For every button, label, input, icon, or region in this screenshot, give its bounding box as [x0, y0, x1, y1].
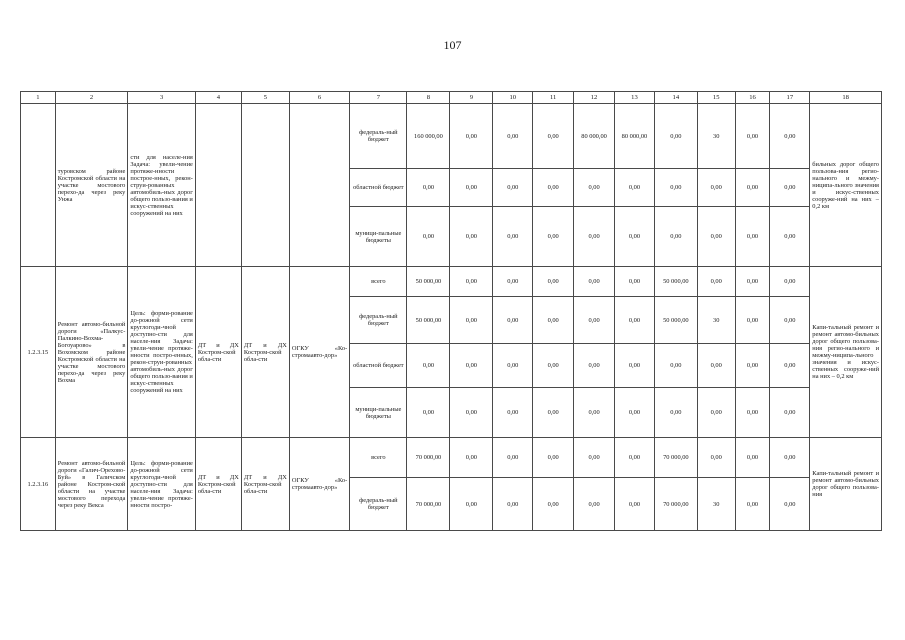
- column-number: 3: [128, 92, 195, 104]
- value-cell: 80 000,00: [574, 104, 615, 169]
- value-cell: 80 000,00: [615, 104, 655, 169]
- value-cell: 0,00: [533, 478, 574, 531]
- executor-cell: ДТ и ДХ Костром-ской обла-сти: [241, 438, 289, 531]
- value-cell: 0,00: [735, 169, 770, 207]
- measure-code: 1.2.3.16: [21, 438, 56, 531]
- value-cell: 0,00: [654, 388, 697, 438]
- funding-source: муници-пальные бюджеты: [350, 207, 407, 267]
- value-cell: 0,00: [735, 297, 770, 344]
- column-number: 9: [450, 92, 493, 104]
- value-cell: 0,00: [654, 169, 697, 207]
- value-cell: 0,00: [654, 344, 697, 388]
- measure-result: Капи-тальный ремонт и ремонт автомо-бильных дорог общего пользова-ния: [810, 438, 882, 531]
- value-cell: 0,00: [735, 478, 770, 531]
- value-cell: 0,00: [407, 388, 450, 438]
- value-cell: 0,00: [533, 297, 574, 344]
- column-number: 7: [350, 92, 407, 104]
- value-cell: 0,00: [735, 344, 770, 388]
- value-cell: 0,00: [493, 438, 533, 478]
- measure-name: туровском районе Костромской области на участке мостового перехо-да через реку Унжа: [55, 104, 128, 267]
- value-cell: 0,00: [450, 104, 493, 169]
- column-number-row: [21, 92, 882, 104]
- executor-cell: ОГКУ «Ко-стромаавто-дор»: [289, 267, 349, 438]
- value-cell: 30: [697, 104, 735, 169]
- value-cell: 0,00: [574, 207, 615, 267]
- value-cell: 0,00: [407, 207, 450, 267]
- executor-cell: ДТ и ДХ Костром-ской обла-сти: [195, 438, 241, 531]
- value-cell: 0,00: [615, 169, 655, 207]
- funding-source: областной бюджет: [350, 169, 407, 207]
- executor-cell: ДТ и ДХ Костром-ской обла-сти: [195, 267, 241, 438]
- value-cell: 0,00: [697, 169, 735, 207]
- column-number: 12: [574, 92, 615, 104]
- value-cell: 70 000,00: [654, 438, 697, 478]
- value-cell: 0,00: [697, 438, 735, 478]
- value-cell: 0,00: [493, 388, 533, 438]
- value-cell: 160 000,00: [407, 104, 450, 169]
- funding-source: муници-пальные бюджеты: [350, 388, 407, 438]
- column-number: 13: [615, 92, 655, 104]
- value-cell: 0,00: [574, 267, 615, 297]
- measure-name: Ремонт автомо-бильной дороги «Палкус-Палкино-Вохма-Богоуарово» в Вохомском районе Костромской области на участке мостового перехо-да через реку Вохма: [55, 267, 128, 438]
- value-cell: 70 000,00: [654, 478, 697, 531]
- value-cell: 0,00: [615, 344, 655, 388]
- value-cell: 0,00: [697, 207, 735, 267]
- funding-source: областной бюджет: [350, 344, 407, 388]
- value-cell: 0,00: [770, 267, 810, 297]
- funding-source: федераль-ный бюджет: [350, 478, 407, 531]
- value-cell: 50 000,00: [654, 267, 697, 297]
- column-number: 2: [55, 92, 128, 104]
- value-cell: 30: [697, 478, 735, 531]
- value-cell: 0,00: [770, 344, 810, 388]
- value-cell: 0,00: [615, 438, 655, 478]
- value-cell: 0,00: [615, 388, 655, 438]
- value-cell: 0,00: [533, 344, 574, 388]
- value-cell: 70 000,00: [407, 478, 450, 531]
- value-cell: 0,00: [735, 104, 770, 169]
- value-cell: 50 000,00: [654, 297, 697, 344]
- table-row: [21, 438, 882, 478]
- value-cell: 0,00: [654, 104, 697, 169]
- column-number: 4: [195, 92, 241, 104]
- value-cell: 70 000,00: [407, 438, 450, 478]
- value-cell: 0,00: [493, 104, 533, 169]
- value-cell: 0,00: [697, 344, 735, 388]
- measure-name: Ремонт автомо-бильной дороги «Галич-Орехово-Буй» в Галичском районе Костром-ской области на участке мостового перехода через реку Векса: [55, 438, 128, 531]
- value-cell: 0,00: [735, 438, 770, 478]
- value-cell: 0,00: [735, 388, 770, 438]
- measure-result: бильных дорог общего пользова-ния регио-нального и межму-ниципа-льного значения и искус-ственных сооруже-ний на них – 0,2 км: [810, 104, 882, 267]
- column-number: 16: [735, 92, 770, 104]
- value-cell: 0,00: [407, 344, 450, 388]
- value-cell: 0,00: [533, 438, 574, 478]
- value-cell: 0,00: [533, 267, 574, 297]
- value-cell: 0,00: [615, 267, 655, 297]
- value-cell: 0,00: [615, 478, 655, 531]
- column-number: 18: [810, 92, 882, 104]
- executor-cell: ДТ и ДХ Костром-ской обла-сти: [241, 267, 289, 438]
- measure-result: Капи-тальный ремонт и ремонт автомо-бильных дорог общего пользова-ния регио-нального и межму-ниципа-льного значения и искус-ственных сооруже-ний на них – 0,2 км: [810, 267, 882, 438]
- value-cell: 0,00: [493, 169, 533, 207]
- measure-code: [21, 104, 56, 267]
- executor-cell: ОГКУ «Ко-стромаавто-дор»: [289, 438, 349, 531]
- value-cell: 0,00: [450, 267, 493, 297]
- column-number: 8: [407, 92, 450, 104]
- value-cell: 0,00: [450, 169, 493, 207]
- value-cell: 0,00: [450, 478, 493, 531]
- value-cell: 0,00: [770, 169, 810, 207]
- measure-code: 1.2.3.15: [21, 267, 56, 438]
- value-cell: 0,00: [770, 438, 810, 478]
- funding-source: всего: [350, 267, 407, 297]
- value-cell: 0,00: [533, 104, 574, 169]
- value-cell: 0,00: [735, 207, 770, 267]
- value-cell: 0,00: [450, 388, 493, 438]
- column-number: 14: [654, 92, 697, 104]
- value-cell: 0,00: [493, 478, 533, 531]
- value-cell: 0,00: [450, 207, 493, 267]
- program-measures-table: [20, 91, 882, 531]
- value-cell: 0,00: [493, 207, 533, 267]
- column-number: 5: [241, 92, 289, 104]
- value-cell: 30: [697, 297, 735, 344]
- value-cell: 0,00: [574, 344, 615, 388]
- column-number: 6: [289, 92, 349, 104]
- funding-source: всего: [350, 438, 407, 478]
- value-cell: 0,00: [615, 207, 655, 267]
- value-cell: 0,00: [770, 388, 810, 438]
- value-cell: 0,00: [654, 207, 697, 267]
- value-cell: 0,00: [533, 207, 574, 267]
- page-number: 107: [443, 38, 462, 52]
- value-cell: 0,00: [615, 297, 655, 344]
- column-number: 15: [697, 92, 735, 104]
- column-number: 10: [493, 92, 533, 104]
- measure-goal: Цель: форми-рование до-рожной сети круглогоди-чной доступно-сти для населе-ния Задача: увели-чение протяже-нности постро-: [128, 438, 195, 531]
- value-cell: 0,00: [407, 169, 450, 207]
- value-cell: 0,00: [450, 344, 493, 388]
- value-cell: 0,00: [450, 297, 493, 344]
- value-cell: 0,00: [697, 388, 735, 438]
- value-cell: 0,00: [770, 104, 810, 169]
- value-cell: 50 000,00: [407, 267, 450, 297]
- value-cell: 0,00: [533, 388, 574, 438]
- executor-cell: [289, 104, 349, 267]
- executor-cell: [241, 104, 289, 267]
- column-number: 17: [770, 92, 810, 104]
- funding-source: федераль-ный бюджет: [350, 104, 407, 169]
- value-cell: 0,00: [493, 267, 533, 297]
- value-cell: 0,00: [450, 438, 493, 478]
- value-cell: 50 000,00: [407, 297, 450, 344]
- executor-cell: [195, 104, 241, 267]
- value-cell: 0,00: [574, 169, 615, 207]
- column-number: 11: [533, 92, 574, 104]
- value-cell: 0,00: [493, 297, 533, 344]
- measure-goal: Цель: форми-рование до-рожной сети круглогоди-чной доступно-сти для населе-ния Задача: увели-чение протяже-нности постро-енных, рекон-струи-рованных автомобиль-ных дорог общего пользо-вания и искус-ственных сооружений на них: [128, 267, 195, 438]
- measure-goal: сти для населе-ния Задача: увели-чение протяже-нности построе-нных, рекон-струи-рованных автомобиль-ных дорог общего пользо-вания и искус-ственных сооружений на них: [128, 104, 195, 267]
- table-row: [21, 104, 882, 169]
- value-cell: 0,00: [697, 267, 735, 297]
- value-cell: 0,00: [574, 478, 615, 531]
- value-cell: 0,00: [770, 478, 810, 531]
- table-row: [21, 267, 882, 297]
- column-number: 1: [21, 92, 56, 104]
- funding-source: федераль-ный бюджет: [350, 297, 407, 344]
- value-cell: 0,00: [533, 169, 574, 207]
- value-cell: 0,00: [770, 207, 810, 267]
- value-cell: 0,00: [574, 297, 615, 344]
- value-cell: 0,00: [574, 438, 615, 478]
- value-cell: 0,00: [574, 388, 615, 438]
- value-cell: 0,00: [735, 267, 770, 297]
- value-cell: 0,00: [770, 297, 810, 344]
- value-cell: 0,00: [493, 344, 533, 388]
